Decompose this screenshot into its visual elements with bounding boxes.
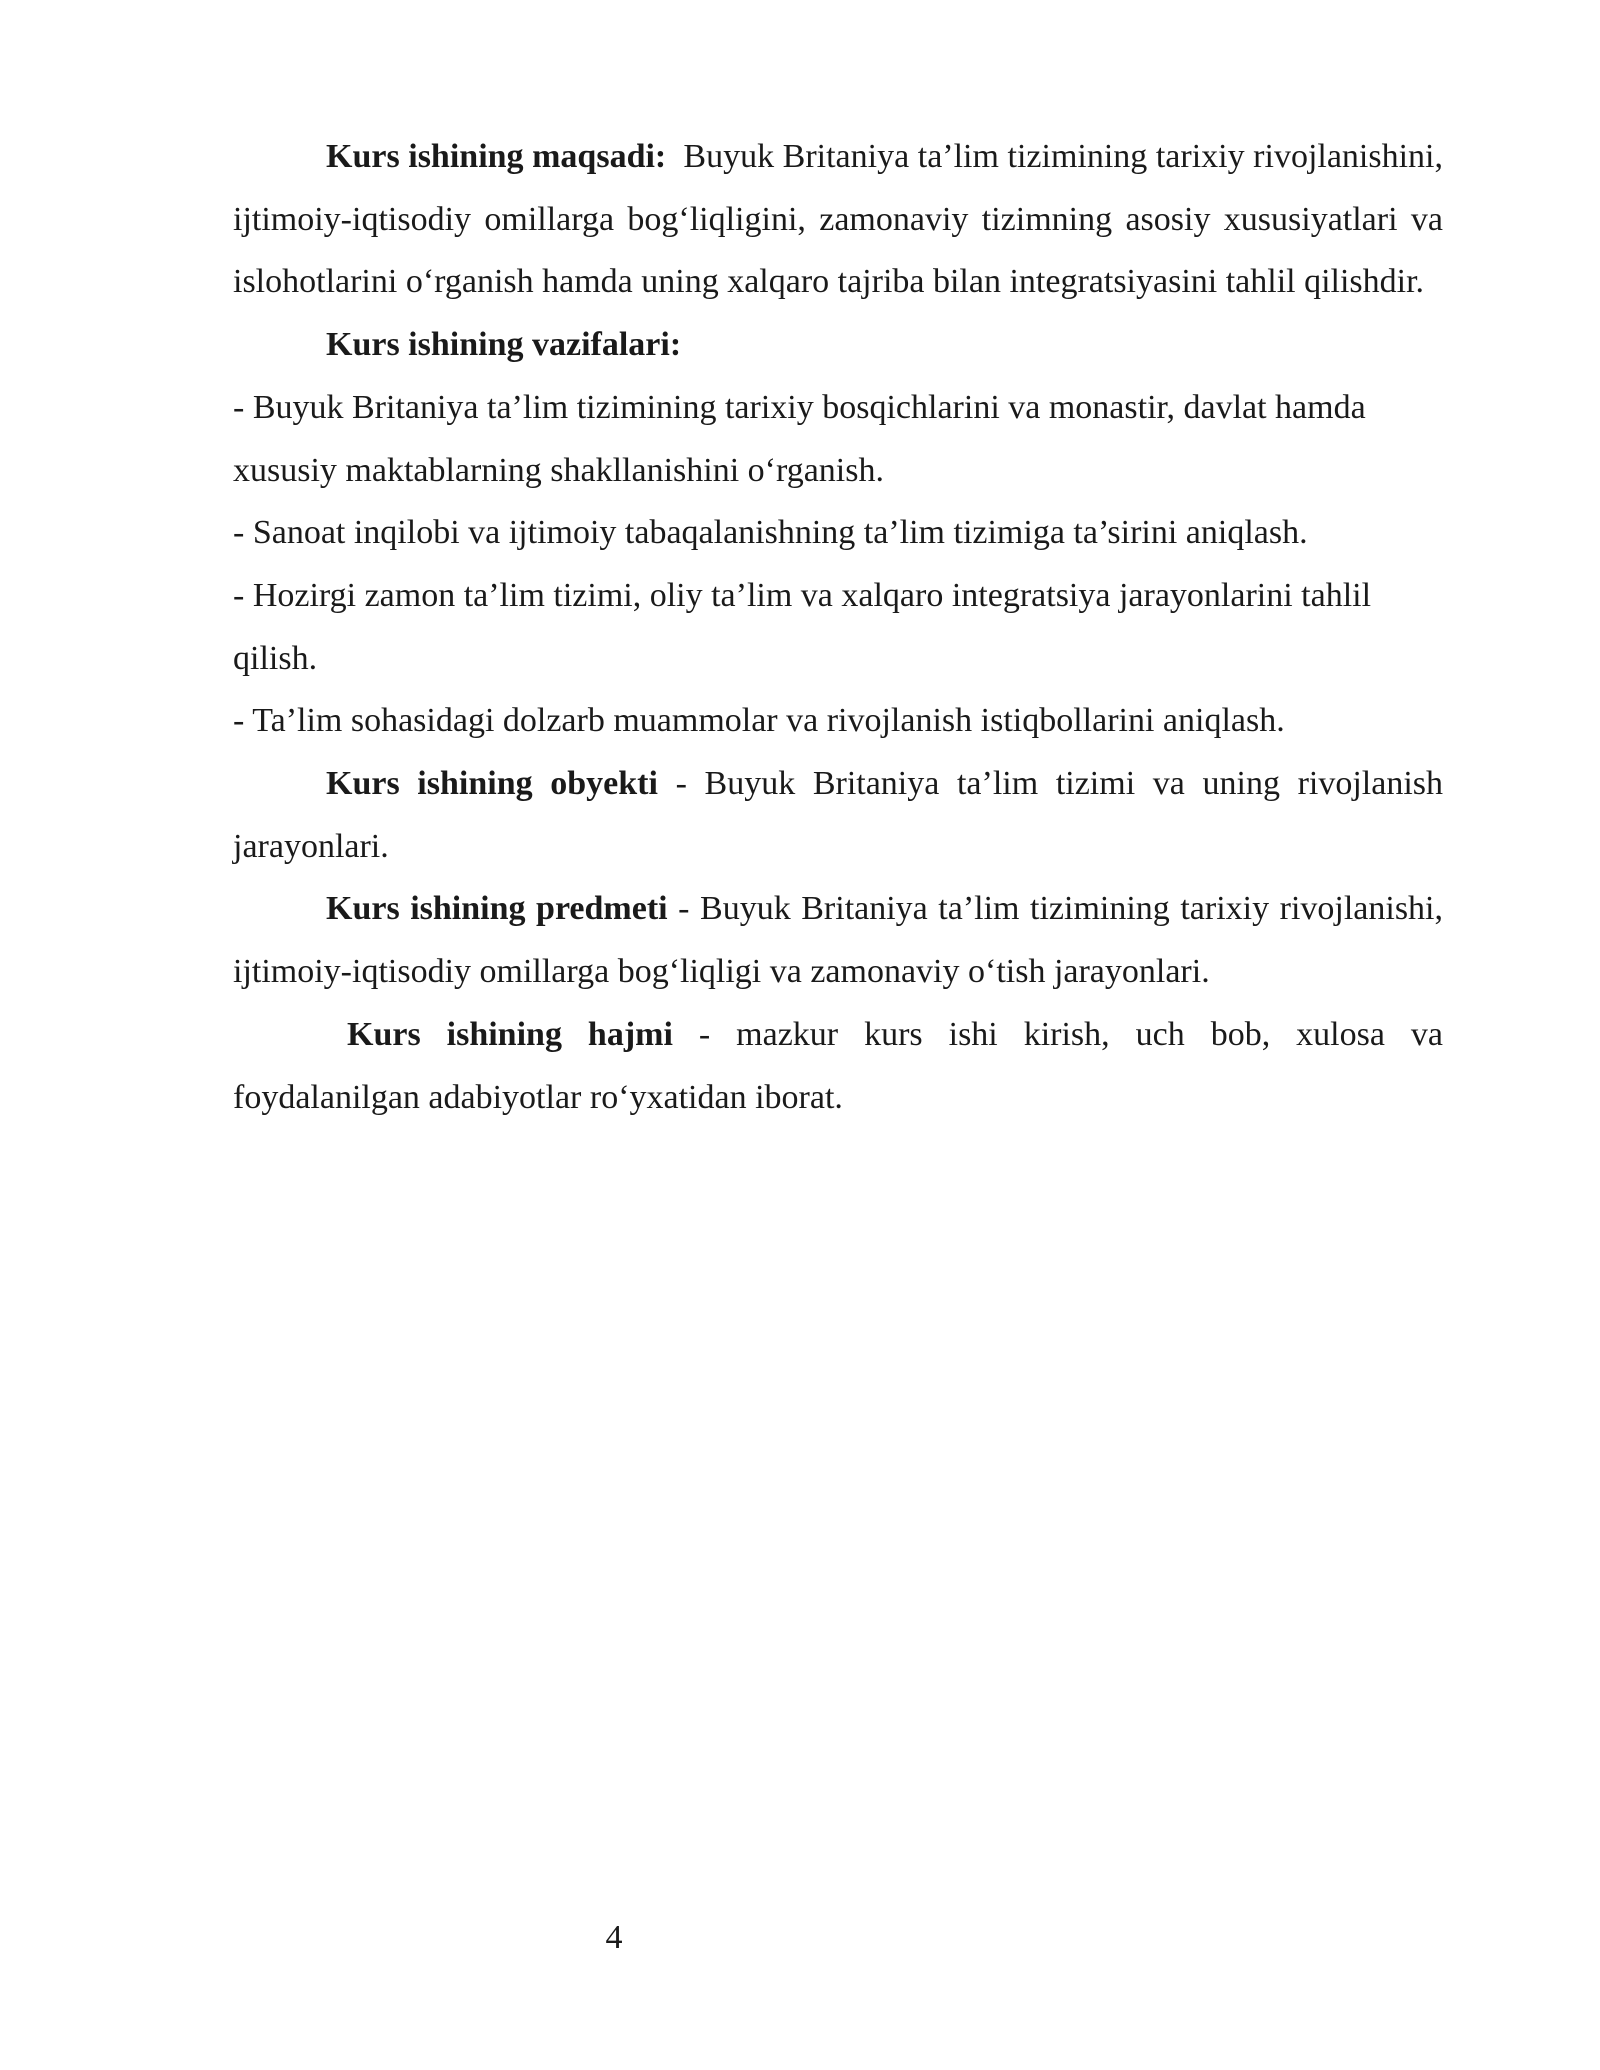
page-body	[233, 126, 1443, 1129]
task-item-2: - Sanoat inqilobi va ijtimoiy tabaqalanishning ta’lim tizimiga ta’sirini aniqlash.	[233, 514, 1308, 552]
subject-label: Kurs ishining predmeti	[326, 890, 668, 928]
tasks-heading: Kurs ishining vazifalari:	[326, 326, 682, 364]
subject-text: - Buyuk Britaniya ta’lim tizimining tarixiy rivojlanishi, ijtimoiy-iqtisodiy omillarga bog‘liqligi va zamonaviy o‘tish jarayonlari.	[233, 890, 1444, 991]
task-item-1: - Buyuk Britaniya ta’lim tizimining tarixiy bosqichlarini va monastir, davlat hamda xususiy maktablarning shakllanishini o‘rganish.	[233, 388, 1366, 489]
object-paragraph	[233, 753, 1443, 878]
task-item-3-text: - Hozirgi zamon ta’lim tizimi, oliy ta’lim va xalqaro integratsiya jarayonlarini tahlil qilish.	[233, 576, 1372, 677]
aim-text: Buyuk Britaniya ta’lim tizimining tarixiy rivojlanishini, ijtimoiy-iqtisodiy omillarga bog‘liqligini, zamonaviy tizimning asosiy xususiyatlari va islohotlarini o‘rganish hamda uning xalqaro tajriba bilan integratsiyasini tahlil qilishdir.	[233, 138, 1443, 301]
task-item-3	[233, 565, 1383, 690]
page-number: 4	[605, 1919, 623, 1956]
task-item-4: - Ta’lim sohasidagi dolzarb muammolar va rivojlanish istiqbollarini aniqlash.	[233, 702, 1285, 740]
volume-paragraph	[233, 1004, 1443, 1129]
object-text: - Buyuk Britaniya ta’lim tizimi va uning rivojlanish jarayonlari.	[233, 765, 1443, 865]
subject-paragraph	[233, 878, 1443, 1003]
volume-label: Kurs ishining hajmi	[347, 1015, 673, 1053]
object-label: Kurs ishining obyekti	[326, 765, 658, 803]
volume-text: - mazkur kurs ishi kirish, uch bob, xulosa va foydalanilgan adabiyotlar ro‘yxatidan iborat.	[233, 1015, 1443, 1116]
aim-label: Kurs ishining maqsadi:	[326, 138, 667, 175]
aim-paragraph	[233, 126, 1443, 314]
tasks-heading-paragraph	[233, 314, 1443, 377]
